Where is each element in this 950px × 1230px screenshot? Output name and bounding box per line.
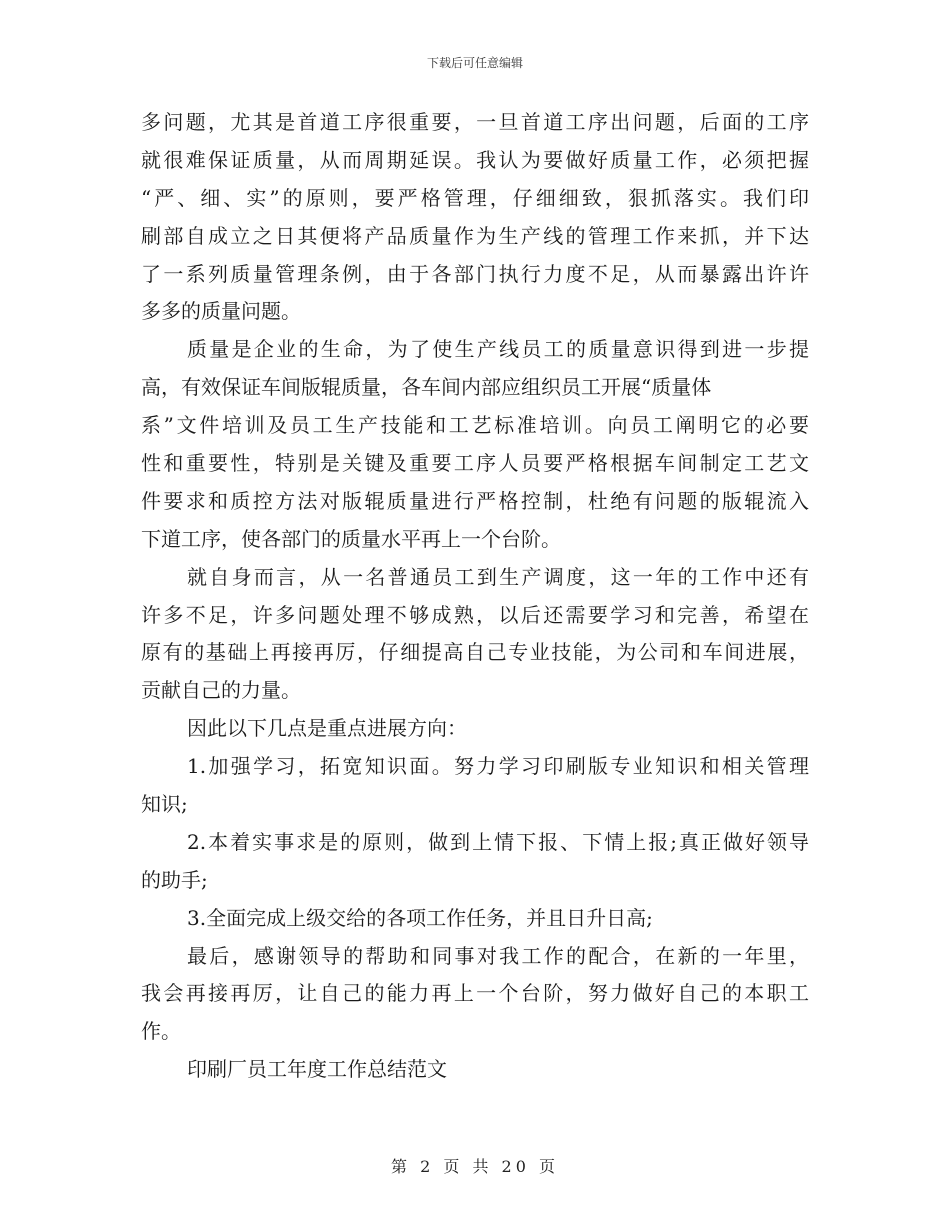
text-line: 我会再接再厉，让自己的能力再上一个台阶，努力做好自己的本职工 [141, 981, 809, 1006]
text-line: 了一系列质量管理条例，由于各部门执行力度不足，从而暴露出许许 [141, 261, 809, 286]
text-line: 就很难保证质量，从而周期延误。我认为要做好质量工作，必须把握 [141, 147, 809, 172]
list-item-line: 1.加强学习，拓宽知识面。努力学习印刷版专业知识和相关管理 [187, 754, 809, 779]
text-line: 许多不足，许多问题处理不够成熟，以后还需要学习和完善，希望在 [141, 602, 809, 627]
paragraph-first-line: 因此以下几点是重点进展方向： [187, 716, 467, 741]
page-header: 下载后可任意编辑 [426, 56, 523, 70]
page-number-footer: 第 2 页 共 20 页 [391, 1157, 559, 1176]
text-line: 高，有效保证车间版辊质量，各车间内部应组织员工开展“质量体 [141, 375, 712, 400]
text-line: 的助手; [141, 867, 208, 892]
text-line: 多多的质量问题。 [141, 299, 301, 324]
section-heading: 印刷厂员工年度工作总结范文 [187, 1057, 447, 1082]
text-line: 贡献自己的力量。 [141, 678, 301, 703]
list-item-line: 3.全面完成上级交给的各项工作任务，并且日升日高; [187, 905, 653, 930]
text-line: 件要求和质控方法对版辊质量进行严格控制，杜绝有问题的版辊流入 [141, 488, 809, 513]
text-line: 原有的基础上再接再厉，仔细提高自己专业技能，为公司和车间进展， [141, 640, 809, 665]
text-line: 多问题，尤其是首道工序很重要，一旦首道工序出问题，后面的工序 [141, 110, 809, 134]
text-line: “严、细、实”的原则，要严格管理，仔细细致，狠抓落实。我们印 [141, 185, 809, 210]
text-line: 知识; [141, 792, 188, 817]
paragraph-first-line: 最后，感谢领导的帮助和同事对我工作的配合，在新的一年里， [187, 943, 809, 968]
paragraph-first-line: 质量是企业的生命，为了使生产线员工的质量意识得到进一步提 [187, 337, 809, 362]
list-item-line: 2.本着实事求是的原则，做到上情下报、下情上报;真正做好领导 [187, 829, 809, 854]
paragraph-first-line: 就自身而言，从一名普通员工到生产调度，这一年的工作中还有 [187, 564, 809, 589]
text-line: 作。 [141, 1019, 181, 1044]
text-line: 性和重要性，特别是关键及重要工序人员要严格根据车间制定工艺文 [141, 451, 809, 476]
text-line: 系”文件培训及员工生产技能和工艺标准培训。向员工阐明它的必要 [141, 413, 809, 438]
text-line: 下道工序，使各部门的质量水平再上一个台阶。 [141, 526, 561, 551]
body-text [141, 104, 809, 1089]
text-line: 刷部自成立之日其便将产品质量作为生产线的管理工作来抓，并下达 [141, 223, 809, 248]
